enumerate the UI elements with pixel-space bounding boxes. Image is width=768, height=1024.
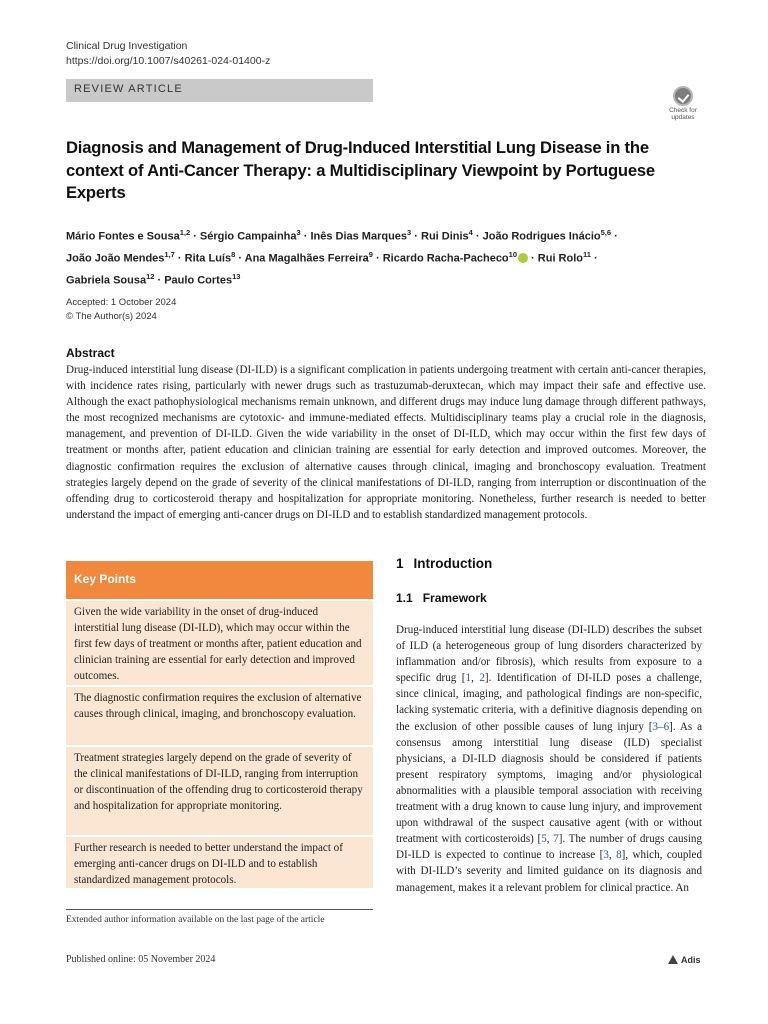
doi-link[interactable]: https://doi.org/10.1007/s40261-024-01400-z: [66, 55, 271, 67]
body-text-run: ,: [546, 833, 554, 846]
author-name[interactable]: João João Mendes: [66, 252, 165, 265]
author-name[interactable]: Rita Luís: [184, 252, 232, 265]
author-affiliation: 3: [407, 228, 412, 237]
author-affiliation: 1,7: [164, 249, 175, 259]
section-heading-introduction: [396, 556, 492, 571]
reference-link[interactable]: 3: [603, 849, 609, 862]
reference-link[interactable]: 1: [465, 672, 472, 685]
key-point-item: Treatment strategies largely depend on the grade of severity of the clinical manifestations of DI-ILD, ranging from interruption or discontinuation of the offending drug to corticosteroid therapy and hospitalization for appropriate monitoring.: [66, 747, 373, 835]
author-name[interactable]: João Rodrigues Inácio: [482, 230, 601, 243]
author-name[interactable]: Ana Magalhães Ferreira: [244, 252, 369, 265]
body-text-run: Drug-induced interstitial lung disease (DI-ILD) describes the subset of ILD (a heterogeneous group of lung disorders characterized by inflammation and/or fibrosis), which results from exposure to a specific drug [: [396, 624, 702, 685]
reference-link[interactable]: 7: [553, 833, 559, 846]
check-for-updates-label: Check for updates: [669, 107, 697, 121]
author-list: Mário Fontes e Sousa$^{1,2}$ · Sérgio Campainha$^3$ · Inês Dias Marques$^3$ · Rui Dinis$^4$ · João Rodrigues Inácio$^{5,6}$ · João João Mendes$^{1,7}$ · Rita Luís$^8$ · Ana Magalhães Ferreira$^9$ · Ricardo Racha-Pacheco$^{10}$ · Rui Rolo$^{11}$ · Gabriela Sousa$^{12}$ · Paulo Cortes$^{13}$: [66, 228, 618, 287]
footnote-divider: [66, 909, 373, 910]
body-text-run: ,: [608, 849, 617, 862]
key-point-item: Further research is needed to better understand the impact of emerging anti-cancer drugs on DI-ILD and to establish standardized management protocols.: [66, 837, 373, 888]
copyright-notice: © The Author(s) 2024: [66, 311, 157, 322]
accepted-date: Accepted: 1 October 2024: [66, 297, 177, 308]
author-affiliation: 3: [296, 228, 301, 237]
check-for-updates-icon[interactable]: [663, 84, 703, 122]
author-affiliation: 11: [583, 249, 591, 259]
subsection-title: Framework: [422, 591, 487, 605]
author-affiliation: 1,2: [179, 228, 191, 237]
author-name[interactable]: Rui Rolo: [537, 252, 583, 265]
author-affiliation: 13: [232, 271, 241, 281]
body-text-run: ,: [471, 672, 480, 685]
body-text-run: ]. The number of drugs causing DI-ILD is expected to continue to increase [: [396, 833, 702, 862]
body-paragraph: [396, 622, 702, 896]
body-text-run: ]. Identification of DI-ILD poses a challenge, since clinical, imaging, and pathological findings are non-specific, lacking systematic criteria, with a definitive diagnosis depending on the exclusion of other possible causes of lung injury [: [396, 672, 703, 733]
author-name[interactable]: Ricardo Racha-Pacheco: [382, 252, 509, 265]
reference-link[interactable]: 3–6: [652, 720, 670, 733]
author-affiliation: 12: [146, 271, 155, 281]
key-point-item: Given the wide variability in the onset of drug-induced interstitial lung disease (DI-ILD), which may occur within the first few days of treatment or months after, patient education and clinician training are essential for early detection and improved outcomes.: [66, 601, 373, 685]
section-number: 1: [396, 556, 404, 571]
reference-link[interactable]: 5: [541, 833, 547, 846]
abstract-text: Drug-induced interstitial lung disease (DI-ILD) is a significant complication in patients undergoing treatment with certain anti-cancer therapies, with incidence rates rising, particularly with newer drugs such as trastuzumab-deruxtecan, which may impact their safe and effective use. Although the exact pathophysiological mechanisms remain unknown, and different drugs may induce lung damage through different pathways, the most recognized mechanisms are cytotoxic- and immune-mediated effects. Multidisciplinary teams play a crucial role in the diagnosis, management, and prevention of DI-ILD. Given the wide variability in the onset of DI-ILD, which may occur within the first few days of treatment or months after, patient education and clinician training are essential for early detection and improved outcomes. Moreover, the diagnostic confirmation requires the exclusion of alternative causes through clinical, imaging and bronchoscopy evaluation. Treatment strategies largely depend on the grade of severity of the clinical manifestations of DI-ILD, ranging from interruption or discontinuation of the offending drug to corticosteroid therapy and hospitalization for appropriate monitoring. Nonetheless, further research is needed to better understand the impact of emerging anti-cancer drugs on DI-ILD and to establish standardized management protocols.: [66, 364, 706, 521]
article-type-banner: [66, 79, 373, 102]
published-date: Published online: 05 November 2024: [66, 954, 216, 965]
author-affiliation: 4: [468, 228, 473, 237]
author-name[interactable]: Rui Dinis: [421, 230, 469, 243]
publisher-name: Adis: [681, 955, 701, 965]
orcid-icon[interactable]: [518, 253, 528, 263]
key-points-header: [66, 561, 373, 599]
author-name[interactable]: Paulo Cortes: [164, 274, 233, 287]
key-point-item: The diagnostic confirmation requires the exclusion of alternative causes through clinical, imaging, and bronchoscopy evaluation.: [66, 687, 373, 745]
author-name[interactable]: Mário Fontes e Sousa: [66, 230, 180, 243]
author-name[interactable]: Gabriela Sousa: [66, 274, 147, 287]
key-points-heading: Key Points: [74, 572, 137, 586]
body-text-run: ], which, coupled with DI-ILD’s severity and limited guidance on its diagnosis and management, makes it a relevant problem for clinical practice. An: [396, 849, 702, 894]
subsection-heading-framework: [396, 591, 487, 605]
subsection-number: 1.1: [396, 591, 413, 605]
publisher-logo: [668, 955, 701, 965]
adis-logo-icon: [668, 955, 678, 964]
author-affiliation: 5,6: [600, 228, 612, 237]
author-affiliation: 9: [368, 249, 373, 259]
author-name[interactable]: Sérgio Campainha: [199, 230, 297, 243]
reference-link[interactable]: 2: [479, 672, 485, 685]
author-info-footnote: Extended author information available on the last page of the article: [66, 915, 325, 925]
author-affiliation: 10: [508, 249, 517, 259]
reference-link[interactable]: 8: [616, 849, 622, 862]
key-points-box: [66, 561, 373, 888]
journal-name: Clinical Drug Investigation: [66, 40, 188, 52]
abstract-heading: Abstract: [66, 346, 115, 360]
article-type-label: REVIEW ARTICLE: [74, 83, 183, 95]
author-affiliation: 8: [231, 249, 236, 259]
check-mark-icon: [673, 86, 693, 106]
article-title: Diagnosis and Management of Drug-Induced Interstitial Lung Disease in the context of Anti-Cancer Therapy: a Multidisciplinary Viewpoint by Portuguese Experts: [66, 138, 655, 202]
author-name[interactable]: Inês Dias Marques: [310, 230, 408, 243]
body-text-run: ]. As a consensus among interstitial lung disease (ILD) specialist physicians, a DI-ILD diagnosis should be considered if patients present respiratory symptoms, imaging and/or physiological abnormalities with a plausible temporal association with receiving treatment with a drug known to cause lung injury, and improvement upon withdrawal of the suspect causative agent (with or without treatment with corticosteroids) [: [396, 720, 703, 846]
section-title: Introduction: [413, 556, 493, 571]
